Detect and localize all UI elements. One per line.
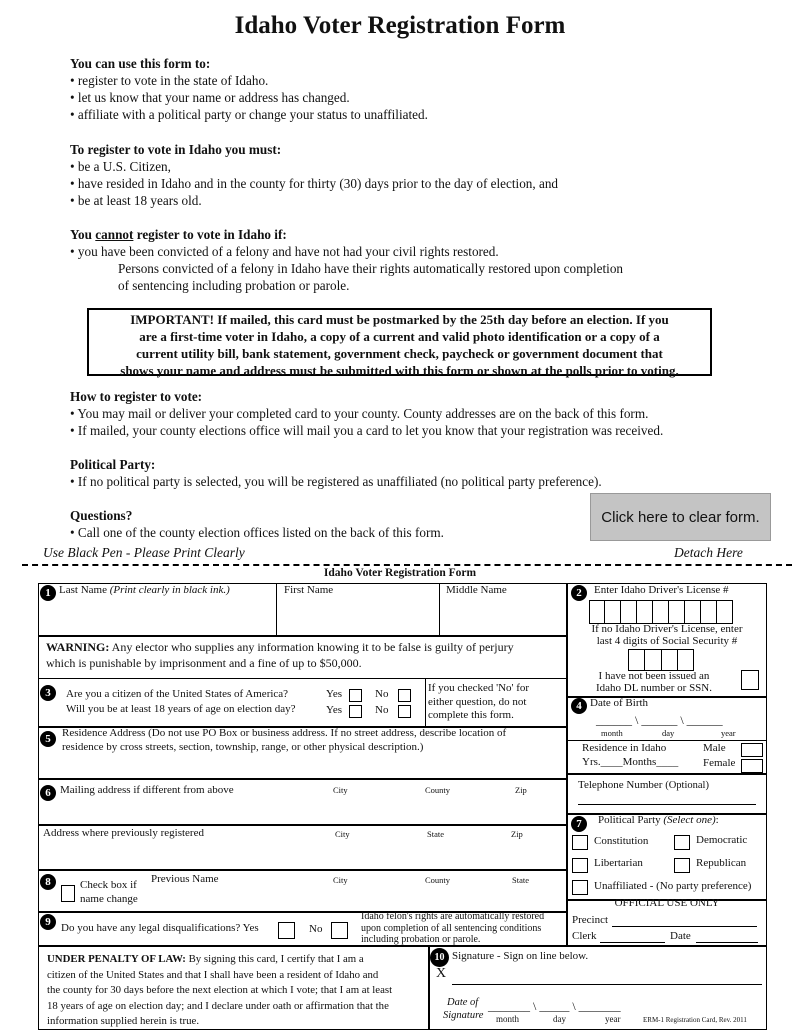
age-no-checkbox[interactable]: [398, 705, 411, 718]
section-number: 6: [40, 785, 56, 801]
republican-label: Republican: [696, 857, 747, 869]
constitution-label: Constitution: [594, 835, 649, 847]
cannot-note: of sentencing including probation or parole.: [118, 278, 350, 293]
signature-label: Signature - Sign on line below.: [452, 950, 589, 962]
date-line: [696, 942, 758, 943]
phone-input[interactable]: [578, 804, 756, 805]
libertarian-label: Libertarian: [594, 857, 643, 869]
use-item: • affiliate with a political party or change your status to unaffiliated.: [70, 107, 428, 122]
cannot-item: • you have been convicted of a felony and have not had your civil rights restored.: [70, 244, 499, 259]
use-heading: You can use this form to:: [70, 56, 211, 71]
day-label: day: [553, 1014, 566, 1024]
section-number: 5: [40, 731, 56, 747]
no-answer-note: If you checked 'No' for either question, do not complete this form.: [428, 682, 530, 721]
month-label: month: [496, 1014, 520, 1024]
no-id-text: Idaho DL number or SSN.: [596, 682, 712, 694]
section-number: 7: [571, 816, 587, 832]
party-label: Political Party (Select one):: [598, 814, 719, 826]
state-label: State: [427, 829, 444, 839]
female-checkbox[interactable]: [741, 759, 763, 773]
section-number: 1: [40, 585, 56, 601]
page-title: Idaho Voter Registration Form: [234, 12, 566, 39]
warning-text: which is punishable by imprisonment and a fine of up to $50,000.: [46, 656, 362, 670]
constitution-checkbox[interactable]: [572, 835, 588, 850]
citizen-yes-checkbox[interactable]: [349, 689, 362, 702]
questions-heading: Questions?: [70, 508, 133, 523]
residence-label: residence by cross streets, section, township, range, or other physical description.): [62, 741, 424, 753]
middle-name-label: Middle Name: [446, 584, 507, 596]
residence-duration[interactable]: Yrs.____Months____: [582, 756, 679, 768]
how-section: [70, 388, 663, 439]
disqualification-no-checkbox[interactable]: [331, 922, 348, 939]
questions-section: [70, 507, 444, 541]
unaffiliated-checkbox[interactable]: [572, 880, 588, 895]
citizen-no-checkbox[interactable]: [398, 689, 411, 702]
month-label: month: [601, 728, 623, 738]
age-question: Will you be at least 18 years of age on election day?: [66, 703, 296, 715]
must-item: • be a U.S. Citizen,: [70, 159, 171, 174]
zip-label: Zip: [511, 829, 523, 839]
county-label: County: [425, 785, 451, 795]
party-info-heading: Political Party:: [70, 457, 156, 472]
no-dl-text: last 4 digits of Social Security #: [596, 635, 738, 647]
first-name-input[interactable]: [279, 597, 437, 633]
warning-text: WARNING: Any elector who supplies any information knowing it to be false is guilty of perjury: [46, 640, 514, 654]
x-mark: X: [436, 966, 447, 981]
section-number: 3: [40, 685, 56, 701]
female-label: Female: [703, 757, 736, 769]
cannot-note: Persons convicted of a felony in Idaho have their rights automatically restored upon completion: [118, 261, 624, 276]
state-label: State: [512, 875, 529, 885]
must-heading: To register to vote in Idaho you must:: [70, 142, 282, 157]
dob-input[interactable]: ______ \ ______ \ ______: [596, 713, 723, 727]
unaffiliated-label: Unaffiliated - (No party preference): [594, 880, 752, 892]
city-label: City: [333, 875, 348, 885]
section-number: 4: [571, 698, 587, 714]
section-number: 10: [430, 948, 449, 967]
date-label: Date: [670, 930, 691, 942]
section-number: 9: [40, 914, 56, 930]
signature-line: [452, 984, 762, 985]
city-label: City: [333, 785, 348, 795]
no-label: No: [375, 688, 389, 700]
prev-address-input[interactable]: [42, 841, 564, 868]
must-item: • have resided in Idaho and in the county for thirty (30) days prior to the day of election, and: [70, 176, 559, 191]
disqualification-yes-checkbox[interactable]: [278, 922, 295, 939]
dl-label: Enter Idaho Driver's License #: [594, 584, 729, 596]
phone-label: Telephone Number (Optional): [578, 779, 709, 791]
residence-idaho-label: Residence in Idaho: [582, 742, 667, 754]
signature-date-input[interactable]: _______ \ _____ \ _______: [488, 999, 621, 1013]
male-checkbox[interactable]: [741, 743, 763, 757]
last-name-label: Last Name (Print clearly in black ink.): [59, 584, 230, 596]
republican-checkbox[interactable]: [674, 858, 690, 873]
use-item: • register to vote in the state of Idaho.: [70, 73, 269, 88]
date-of-label: Date of: [447, 997, 479, 1008]
clerk-label: Clerk: [572, 930, 597, 942]
no-label: No: [309, 923, 323, 935]
clear-form-button[interactable]: Click here to clear form.: [590, 493, 771, 541]
penalty-text: UNDER PENALTY OF LAW: By signing this card, I certify that I am a citizen of the United States and that I shall have been a resident of Idaho and the county for 30 days before the next election at which I vote; that I am at least 18 years of age on election day; and I declare under oath or affirmation that the information supplied herein is true.: [47, 953, 393, 1027]
age-yes-checkbox[interactable]: [349, 705, 362, 718]
how-heading: How to register to vote:: [70, 389, 203, 404]
county-label: County: [425, 875, 451, 885]
signature-date-label: Signature: [443, 1010, 484, 1021]
must-section: [70, 141, 558, 209]
prev-address-label: Address where previously registered: [43, 827, 204, 839]
libertarian-checkbox[interactable]: [572, 858, 588, 873]
year-label: year: [605, 1014, 621, 1024]
no-label: No: [375, 704, 389, 716]
name-change-label: Check box if name change: [80, 879, 138, 905]
democratic-checkbox[interactable]: [674, 835, 690, 850]
must-item: • be at least 18 years old.: [70, 193, 202, 208]
first-name-label: First Name: [284, 584, 334, 596]
dob-label: Date of Birth: [590, 697, 649, 709]
clerk-line: [600, 942, 665, 943]
prev-name-label: Previous Name: [151, 873, 219, 885]
dl-input[interactable]: [589, 600, 739, 624]
cannot-heading: You cannot register to vote in Idaho if:: [70, 227, 287, 242]
use-section: [70, 55, 428, 123]
questions-item: • Call one of the county election offices listed on the back of this form.: [70, 525, 444, 540]
use-pen-note: Use Black Pen - Please Print Clearly: [43, 545, 245, 560]
how-item: • If mailed, your county elections office will mail you a card to let you know that your registration was received.: [70, 423, 664, 438]
city-label: City: [335, 829, 350, 839]
last-name-input[interactable]: [58, 597, 274, 633]
official-use-label: OFFICIAL USE ONLY: [614, 897, 720, 909]
disqualification-question: Do you have any legal disqualifications? Yes: [61, 922, 259, 934]
important-notice: IMPORTANT! If mailed, this card must be postmarked by the 25th day before an election. If you are a first-time voter in Idaho, a copy of a current and valid photo identification or a copy of a current utility bill, bank statement, government check, paycheck or government document that shows your name and address must be submitted with this form or shown at the polls prior to voting.: [87, 308, 712, 376]
male-label: Male: [703, 742, 726, 754]
year-label: year: [721, 728, 736, 738]
yes-label: Yes: [326, 688, 343, 700]
precinct-line: [612, 926, 757, 927]
cannot-section: [70, 226, 623, 294]
felon-note: Idaho felon's rights are automatically restored upon completion of all sentencing conditions including probation or parole.: [361, 911, 545, 945]
residence-label: Residence Address (Do not use PO Box or business address. If no street address, describe location of: [62, 727, 507, 739]
day-label: day: [662, 728, 675, 738]
democratic-label: Democratic: [696, 834, 748, 846]
citizen-question: Are you a citizen of the United States of America?: [66, 688, 289, 700]
no-id-checkbox[interactable]: [741, 670, 759, 690]
form-code: ERM-1 Registration Card, Rev. 2011: [643, 1016, 747, 1024]
zip-label: Zip: [515, 785, 527, 795]
mailing-label: Mailing address if different from above: [60, 784, 234, 796]
detach-note: Detach Here: [674, 545, 743, 560]
yes-label: Yes: [326, 704, 343, 716]
precinct-label: Precinct: [572, 914, 609, 926]
use-item: • let us know that your name or address has changed.: [70, 90, 350, 105]
prev-name-input[interactable]: [150, 887, 564, 910]
name-change-checkbox[interactable]: [61, 885, 75, 902]
card-title: Idaho Voter Registration Form: [323, 567, 477, 579]
mailing-input[interactable]: [58, 797, 564, 823]
party-info-item: • If no political party is selected, you will be registered as unaffiliated (no political party preference).: [70, 474, 602, 489]
how-item: • You may mail or deliver your completed card to your county. County addresses are on the back of this form.: [70, 406, 649, 421]
detach-line: [22, 564, 792, 566]
signature-input[interactable]: [452, 966, 762, 984]
middle-name-input[interactable]: [442, 597, 564, 633]
no-id-text: I have not been issued an: [598, 670, 710, 682]
section-number: 8: [40, 874, 56, 890]
residence-input[interactable]: [58, 755, 564, 777]
ssn-input[interactable]: [628, 649, 694, 671]
section-number: 2: [571, 585, 587, 601]
party-info-section: [70, 456, 602, 490]
no-dl-text: If no Idaho Driver's License, enter: [591, 623, 743, 635]
